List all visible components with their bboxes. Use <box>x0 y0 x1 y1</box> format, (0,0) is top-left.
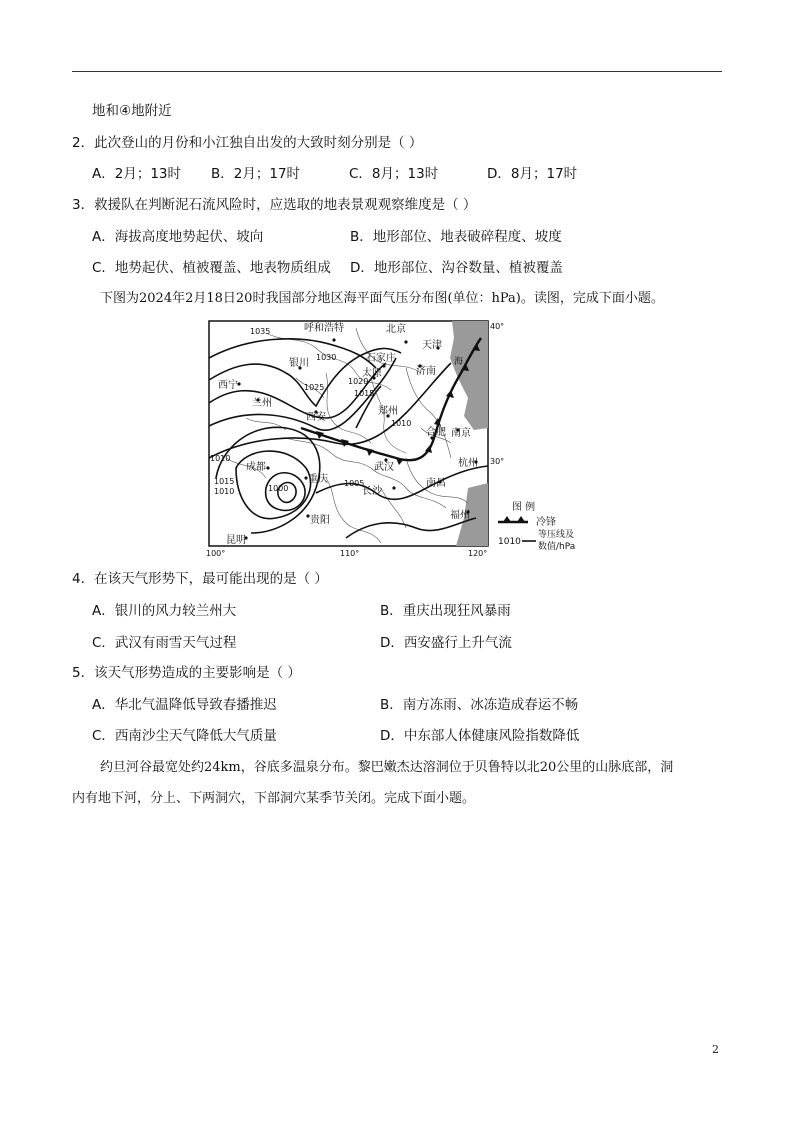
city-label: 银川 <box>289 358 309 369</box>
question-2-option-b[interactable]: B．2月；17时 <box>211 166 301 182</box>
lat-label: 30° <box>490 457 505 466</box>
isobar-value: 1000 <box>268 484 289 493</box>
lat-label: 40° <box>490 322 505 331</box>
city-label: 石家庄 <box>366 353 396 364</box>
lon-label: 100° <box>206 549 226 558</box>
isobar-value: 1010 <box>391 419 412 428</box>
isobar-value: 1010 <box>210 454 231 463</box>
question-5-option-d[interactable]: D．中东部人体健康风险指数降低 <box>380 728 580 744</box>
legend-isobar-desc: 等压线及 <box>538 530 575 540</box>
question-2-option-c[interactable]: C．8月；13时 <box>349 166 439 182</box>
city-label: 北京 <box>386 324 406 335</box>
map-legend <box>498 500 575 552</box>
city-label: 西安 <box>306 412 326 423</box>
city-label: 昆明 <box>226 535 246 546</box>
city-label: 兰州 <box>252 398 272 409</box>
question-3-stem: 3．救援队在判断泥石流风险时，应选取的地表景观观察维度是（ ） <box>72 197 477 213</box>
question-3-option-b[interactable]: B．地形部位、地表破碎程度、坡度 <box>350 229 562 245</box>
isobar-value: 1015 <box>214 477 235 486</box>
header-rule <box>72 71 722 72</box>
city-label: 南京 <box>451 428 471 439</box>
city-label: 重庆 <box>308 474 328 485</box>
question-5-option-b[interactable]: B．南方冻雨、冰冻造成春运不畅 <box>380 697 579 713</box>
isobar-value: 1030 <box>316 353 337 362</box>
question-2-stem: 2．此次登山的月份和小江独自出发的大致时刻分别是（ ） <box>72 135 423 151</box>
isobar-value: 1025 <box>304 383 325 392</box>
question-3-option-a[interactable]: A．海拔高度地势起伏、坡向 <box>92 229 264 245</box>
legend-isobar-unit: 数值/hPa <box>538 542 576 552</box>
question-2-option-a[interactable]: A．2月；13时 <box>92 166 182 182</box>
legend-title: 图 例 <box>512 502 536 513</box>
question-3-option-d[interactable]: D．地形部位、沟谷数量、植被覆盖 <box>350 260 563 276</box>
city-label: 济南 <box>416 366 436 377</box>
legend-isobar-sample: 1010 <box>498 537 521 547</box>
question-3-option-c[interactable]: C．地势起伏、植被覆盖、地表物质组成 <box>92 260 331 276</box>
intro-fragment: 地和④地附近 <box>92 103 172 119</box>
question-5-option-a[interactable]: A．华北气温降低导致春播推迟 <box>92 697 277 713</box>
city-label: 武汉 <box>374 462 394 473</box>
closing-paragraph-line-2: 内有地下河，分上、下两洞穴，下部洞穴某季节关闭。完成下面小题。 <box>72 791 476 806</box>
legend-cold-front: 冷锋 <box>536 517 556 528</box>
city-label: 郑州 <box>378 406 398 417</box>
question-4-stem: 4．在该天气形势下，最可能出现的是（ ） <box>72 571 328 587</box>
isobar-value: 1015 <box>354 389 375 398</box>
sea-label: 海 <box>454 357 464 367</box>
question-5-option-c[interactable]: C．西南沙尘天气降低大气质量 <box>92 728 277 744</box>
question-5-stem: 5．该天气形势造成的主要影响是（ ） <box>72 665 301 681</box>
city-label: 贵阳 <box>310 515 330 526</box>
question-2-option-d[interactable]: D．8月；17时 <box>487 166 578 182</box>
map-intro: 下图为2024年2月18日20时我国部分地区海平面气压分布图(单位：hPa)。读图，完成下面小题。 <box>100 291 664 306</box>
question-4-option-d[interactable]: D．西安盛行上升气流 <box>380 635 512 651</box>
question-4-option-a[interactable]: A．银川的风力较兰州大 <box>92 603 237 619</box>
page-number: 2 <box>712 1043 719 1056</box>
isobar-value: 1020 <box>348 377 369 386</box>
lon-label: 110° <box>340 549 360 558</box>
city-label: 长沙 <box>362 486 382 497</box>
city-label: 福州 <box>450 510 470 521</box>
city-label: 合肥 <box>426 427 446 438</box>
city-label: 成都 <box>246 462 266 473</box>
city-label: 杭州 <box>458 458 478 469</box>
city-label: 太原 <box>362 368 382 379</box>
city-label: 天津 <box>422 340 442 351</box>
question-4-option-b[interactable]: B．重庆出现狂风暴雨 <box>380 603 511 619</box>
city-label: 南昌 <box>426 478 446 489</box>
city-label: 西宁 <box>218 380 238 391</box>
city-label: 呼和浩特 <box>304 323 344 334</box>
isobar-value: 1010 <box>214 487 235 496</box>
question-4-option-c[interactable]: C．武汉有雨雪天气过程 <box>92 635 237 651</box>
isobar-value: 1035 <box>250 327 271 336</box>
closing-paragraph-line-1: 约旦河谷最宽处约24km，谷底多温泉分布。黎巴嫩杰达溶洞位于贝鲁特以北20公里的山脉底部，洞 <box>100 760 674 775</box>
pressure-map <box>206 318 592 558</box>
lon-label: 120° <box>468 549 488 558</box>
isobar-value: 1005 <box>344 479 365 488</box>
